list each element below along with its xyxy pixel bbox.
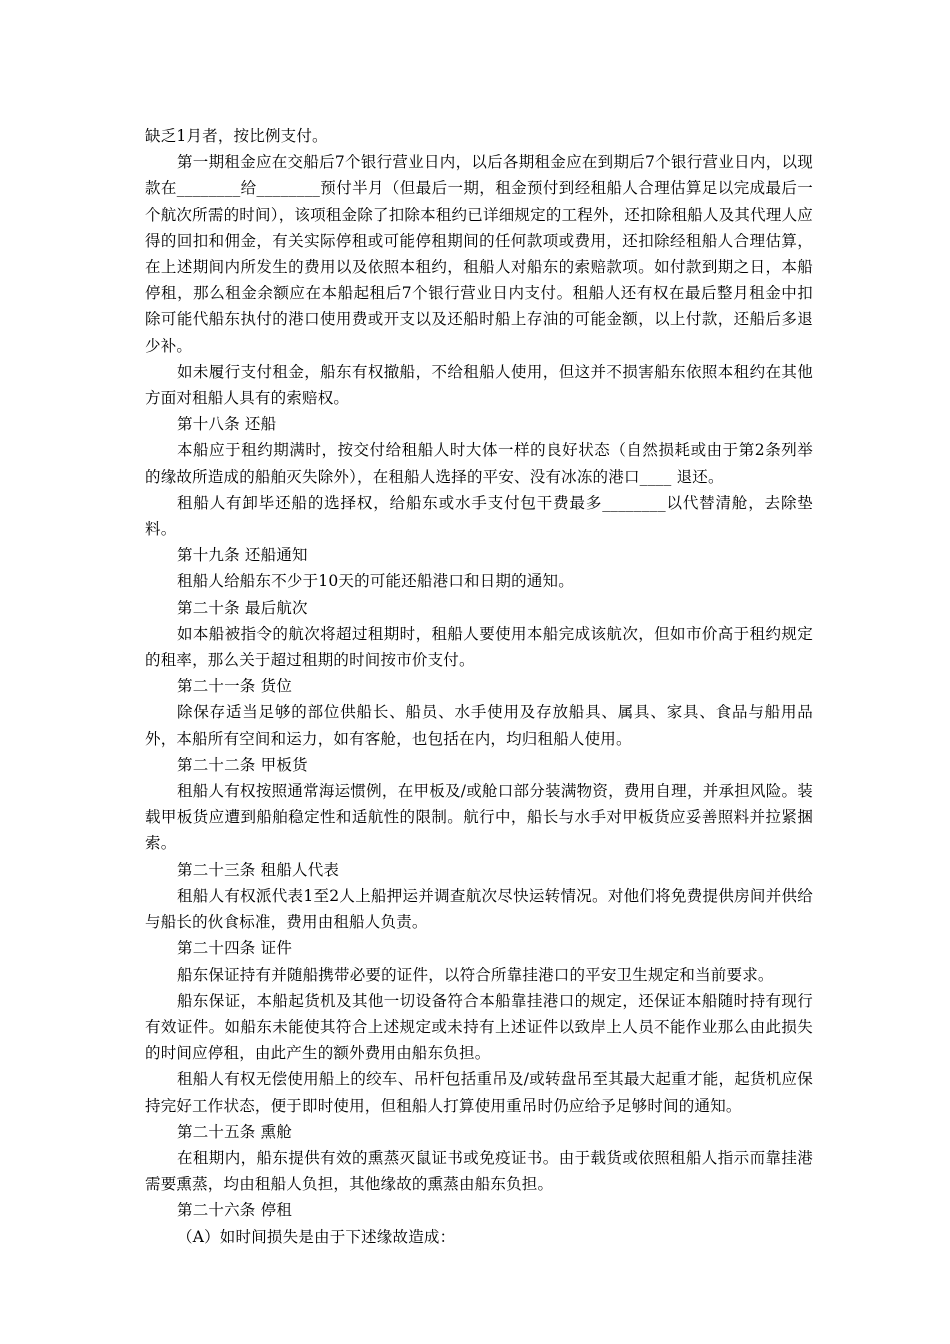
paragraph-7: 租船人给船东不少于10天的可能还船港口和日期的通知。 <box>177 572 574 591</box>
paragraph-19: 租船人有权无偿使用船上的绞车、吊杆包括重吊及/或转盘吊至其最大起重才能，起货机应保持完好工作状态，便于即时使用，但租船人打算使用重吊时仍应给予足够时间的通知。 <box>145 1070 813 1115</box>
section-heading-20: 第二十条 最后航次 <box>177 598 308 617</box>
section-heading-26: 第二十六条 停租 <box>177 1201 293 1220</box>
paragraph-13: 租船人有权按照通常海运惯例，在甲板及/或舱口部分装满物资，费用自理，并承担风险。装载甲板货应遭到船舶稳定性和适航性的限制。航行中，船长与水手对甲板货应妥善照料并拉紧捆索。 <box>145 782 813 853</box>
paragraph-9: 如本船被指令的航次将超过租期时，租船人要使用本船完成该航次，但如市价高于租约规定的租率，那么关于超过租期的时间按市价支付。 <box>145 624 813 670</box>
section-heading-18: 第十八条 还船 <box>177 415 277 434</box>
section-heading-19: 第十九条 还船通知 <box>177 546 308 565</box>
paragraph-4: 本船应于租约期满时，按交付给租船人时大体一样的良好状态（自然损耗或由于第2条列举的缘故所造成的船舶灭失除外），在租船人选择的平安、没有冰冻的港口____ 退还。 <box>145 441 813 486</box>
paragraph-5: 租船人有卸毕还船的选择权，给船东或水手支付包干费最多________以代替清舱，去除垫料。 <box>145 493 813 539</box>
paragraph-15: 租船人有权派代表1至2人上船押运并调查航次尽快运转情况。对他们将免费提供房间并供给与船长的伙食标准，费用由租船人负责。 <box>145 886 813 932</box>
section-heading-25: 第二十五条 熏舱 <box>177 1122 293 1141</box>
section-heading-21: 第二十一条 货位 <box>177 677 293 696</box>
paragraph-0: 缺乏1月者，按比例支付。 <box>145 127 328 145</box>
paragraph-2: 如未履行支付租金，船东有权撤船，不给租船人使用，但这并不损害船东依照本租约在其他方面对租船人具有的索赔权。 <box>145 362 813 408</box>
section-heading-22: 第二十二条 甲板货 <box>177 755 308 774</box>
paragraph-21: 在租期内，船东提供有效的熏蒸灭鼠证书或免疫证书。由于载货或依照租船人指示而靠挂港需要熏蒸，均由租船人负担，其他缘故的熏蒸由船东负担。 <box>145 1148 813 1194</box>
paragraph-18: 船东保证，本船起货机及其他一切设备符合本船靠挂港口的规定，还保证本船随时持有现行有效证件。如船东未能使其符合上述规定或未持有上述证件以致岸上人员不能作业那么由此损失的时间应停租，由此产生的额外费用由船东负担。 <box>145 991 813 1063</box>
section-heading-23: 第二十三条 租船人代表 <box>177 860 340 879</box>
section-heading-24: 第二十四条 证件 <box>177 939 293 958</box>
document-body <box>145 123 813 1250</box>
paragraph-1: 第一期租金应在交船后7个银行营业日内，以后各期租金应在到期后7个银行营业日内，以现款在________给________预付半月（但最后一期，租金预付到经租船人合理估算足以完成最后一个航次所需的时间），该项租金除了扣除本租约已详细规定的工程外，还扣除租船人及其代理人应得的回扣和佣金，有关实际停租或可能停租期间的任何款项或费用，还扣除经租船人合理估算，在上述期间内所发生的费用以及依照本租约，租船人对船东的索赔款项。如付款到期之日，本船停租，那么租金余额应在本船起租后7个银行营业日内支付。租船人还有权在最后整月租金中扣除可能代船东执付的港口使用费或开支以及还船时船上存油的可能金额，以上付款，还船后多退少补。 <box>145 153 813 355</box>
paragraph-23: （A）如时间损失是由于下述缘故造成： <box>177 1227 456 1246</box>
paragraph-17: 船东保证持有并随船携带必要的证件，以符合所靠挂港口的平安卫生规定和当前要求。 <box>177 965 774 984</box>
paragraph-11: 除保存适当足够的部位供船长、船员、水手使用及存放船具、属具、家具、食品与船用品外，本船所有空间和运力，如有客舱，也包括在内，均归租船人使用。 <box>145 703 813 748</box>
